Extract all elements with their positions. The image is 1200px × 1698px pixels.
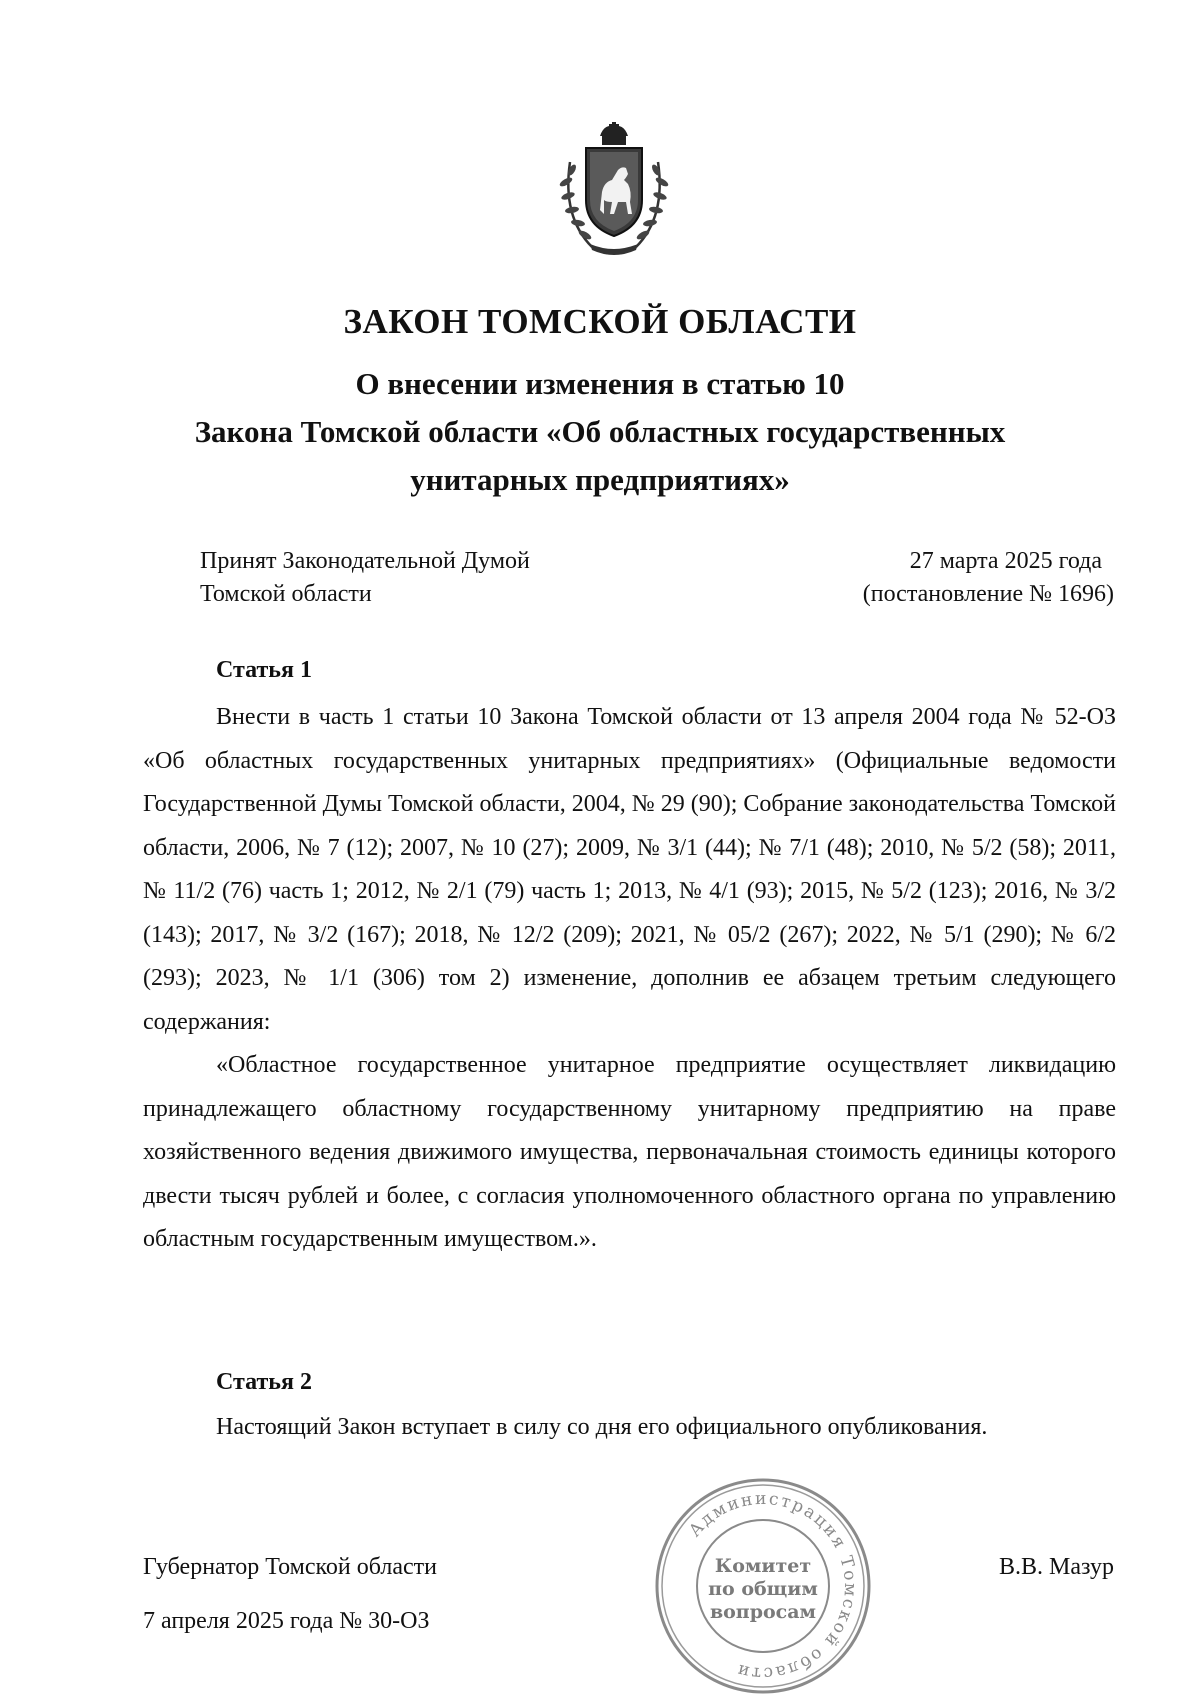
article-1-paragraph: «Областное государственное унитарное предприятие осуществляет ликвидацию принадлежащего областному государственному унитарному предприятию на праве хозяйственного ведения движимого имущества, первоначальная стоимость единицы которого двести тысяч рублей и более, с согласия уполномоченного областного органа по управлению областным государственным имуществом.».	[143, 1052, 1116, 1252]
law-date-number: 7 апреля 2025 года № 30-ОЗ	[143, 1608, 430, 1634]
adoption-date-text: 27 марта 2025 года	[909, 548, 1102, 574]
subtitle-line: О внесении изменения в статью 10	[355, 366, 845, 401]
subtitle-line: унитарных предприятиях»	[410, 462, 790, 497]
seal-center-line: Комитет	[714, 1555, 812, 1577]
adopted-by-line: Томской области	[200, 581, 372, 607]
adoption-date	[863, 545, 1114, 611]
adopted-by	[200, 545, 530, 611]
law-title: ЗАКОН ТОМСКОЙ ОБЛАСТИ	[343, 302, 857, 341]
signatory-position: Губернатор Томской области	[143, 1554, 437, 1580]
subtitle-line: Закона Томской области «Об областных государственных	[194, 414, 1006, 449]
article-2-heading: Статья 2	[216, 1369, 312, 1395]
committee-seal-icon	[652, 1475, 874, 1697]
seal-center-line: по общим	[708, 1578, 818, 1600]
article-2-paragraph: Настоящий Закон вступает в силу со дня его официального опубликования.	[216, 1414, 988, 1440]
signature-block	[143, 1540, 437, 1648]
article-1-body	[143, 696, 1116, 1262]
article-1-paragraph: Внести в часть 1 статьи 10 Закона Томской области от 13 апреля 2004 года № 52-ОЗ «Об областных государственных унитарных предприятиях» (Официальные ведомости Государственной Думы Томской области, 2004, № 29 (90); Собрание законодательства Томской области, 2006, № 7 (12); 2007, № 10 (27); 2009, № 3/1 (44); № 7/1 (48); 2010, № 5/2 (58); 2011, № 11/2 (76) часть 1; 2012, № 2/1 (79) часть 1; 2013, № 4/1 (93); 2015, № 5/2 (123); 2016, № 3/2 (143); 2017, № 3/2 (167); 2018, № 12/2 (209); 2021, № 05/2 (267); 2022, № 5/1 (290); № 6/2 (293); 2023, № 1/1 (306) том 2) изменение, дополнив ее абзацем третьим следующего содержания:	[143, 704, 1116, 1035]
resolution-number: (постановление № 1696)	[862, 581, 1114, 607]
seal-ring-text: Администрация Томской области	[685, 1488, 861, 1684]
seal-center-line: вопросам	[709, 1601, 817, 1623]
adopted-by-line: Принят Законодательной Думой	[200, 548, 530, 574]
article-1-heading: Статья 1	[216, 657, 312, 683]
coat-of-arms-icon	[552, 122, 676, 260]
article-2-body	[143, 1406, 1116, 1450]
signatory-name: В.В. Мазур	[999, 1554, 1114, 1580]
law-subtitle	[100, 360, 1100, 504]
